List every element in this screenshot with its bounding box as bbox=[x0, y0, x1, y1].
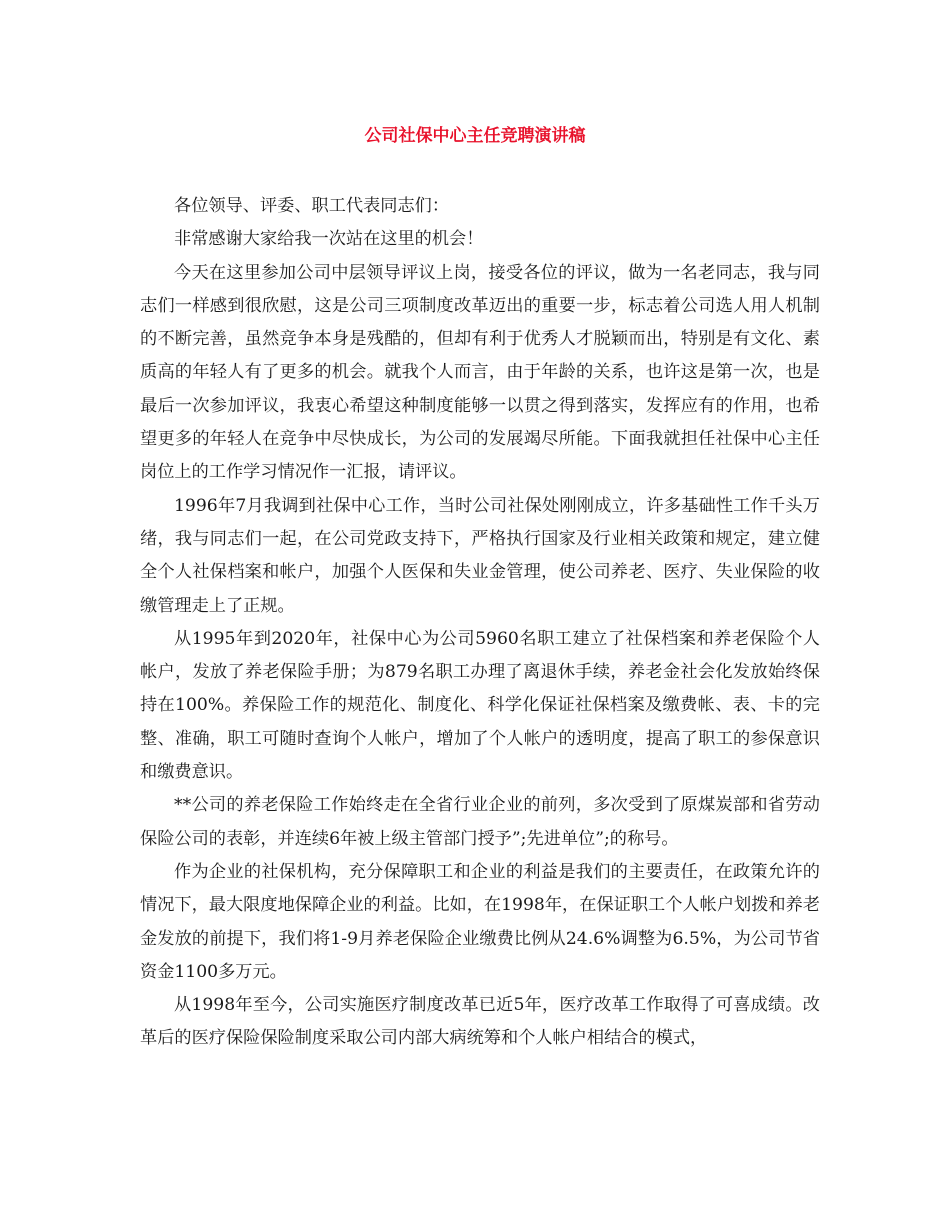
document-title: 公司社保中心主任竞聘演讲稿 bbox=[364, 126, 586, 146]
body-paragraph: 今天在这里参加公司中层领导评议上岗，接受各位的评议，做为一名老同志，我与同志们一样感到很欣慰，这是公司三项制度改革迈出的重要一步，标志着公司选人用人机制的不断完善，虽然竞争本身是残酷的，但却有利于优秀人才脱颖而出，特别是有文化、素质高的年轻人有了更多的机会。就我个人而言，由于年龄的关系，也许这是第一次，也是最后一次参加评议，我衷心希望这种制度能够一以贯之得到落实，发挥应有的作用，也希望更多的年轻人在竞争中尽快成长，为公司的发展竭尽所能。下面我就担任社保中心主任岗位上的工作学习情况作一汇报，请评议。 bbox=[140, 262, 820, 483]
body-paragraph: 从1998年至今，公司实施医疗制度改革已近5年，医疗改革工作取得了可喜成绩。改革后的医疗保险保险制度采取公司内部大病统筹和个人帐户相结合的模式， bbox=[140, 995, 820, 1049]
body-paragraph: 作为企业的社保机构，充分保障职工和企业的利益是我们的主要责任，在政策允许的情况下，最大限度地保障企业的利益。比如，在1998年，在保证职工个人帐户划拨和养老金发放的前提下，我们将1-9月养老保险企业缴费比例从24.6%调整为6.5%，为公司节省资金1100多万元。 bbox=[140, 861, 820, 982]
body-paragraph: 从1995年到2020年，社保中心为公司5960名职工建立了社保档案和养老保险个人帐户，发放了养老保险手册；为879名职工办理了离退休手续，养老金社会化发放始终保持在100%。养保险工作的规范化、制度化、科学化保证社保档案及缴费帐、表、卡的完整、准确，职工可随时查询个人帐户，增加了个人帐户的透明度，提高了职工的参保意识和缴费意识。 bbox=[140, 628, 820, 783]
body-paragraph: 1996年7月我调到社保中心工作，当时公司社保处刚刚成立，许多基础性工作千头万绪，我与同志们一起，在公司党政支持下，严格执行国家及行业相关政策和规定，建立健全个人社保档案和帐户，加强个人医保和失业金管理，使公司养老、医疗、失业保险的收缴管理走上了正规。 bbox=[140, 495, 820, 616]
document-body bbox=[140, 190, 820, 1056]
salutation-paragraph: 各位领导、评委、职工代表同志们： bbox=[174, 196, 450, 216]
body-paragraph: **公司的养老保险工作始终走在全省行业企业的前列，多次受到了原煤炭部和省劳动保险公司的表彰，并连续6年被上级主管部门授予”;先进单位”;的称号。 bbox=[140, 795, 820, 849]
opening-paragraph: 非常感谢大家给我一次站在这里的机会！ bbox=[174, 229, 484, 250]
